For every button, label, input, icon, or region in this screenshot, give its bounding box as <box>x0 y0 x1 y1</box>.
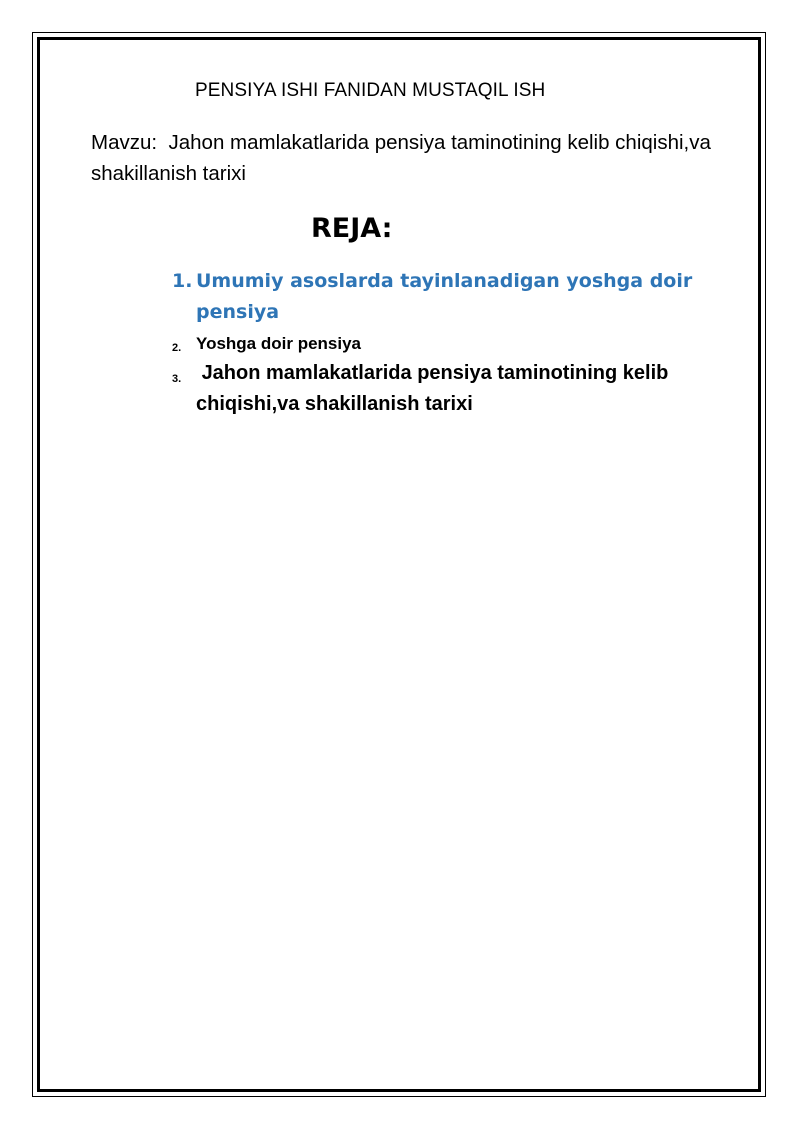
plan-item-1 <box>170 266 730 328</box>
plan-item-3 <box>170 358 730 420</box>
subject-text: Jahon mamlakatlarida pensiya taminotining kelib chiqishi,va shakillanish tarixi <box>91 131 711 185</box>
plan-item-2 <box>170 331 730 357</box>
document-title: PENSIYA ISHI FANIDAN MUSTAQIL ISH <box>195 80 546 101</box>
page-border-outer <box>32 32 766 1097</box>
plan-item-text: Umumiy asoslarda tayinlanadigan yoshga doir pensiya <box>196 270 693 323</box>
subject-paragraph <box>91 127 711 189</box>
plan-list <box>170 266 730 420</box>
plan-item-number: 1. <box>172 270 193 292</box>
plan-item-number: 2. <box>172 342 182 354</box>
plan-heading: REJA: <box>311 213 393 244</box>
subject-label: Mavzu: <box>91 131 158 154</box>
page-border-inner <box>37 37 761 1092</box>
plan-item-text: Jahon mamlakatlarida pensiya taminotining kelib chiqishi,va shakillanish tarixi <box>196 362 669 415</box>
plan-item-number: 3. <box>172 373 182 385</box>
plan-item-text: Yoshga doir pensiya <box>196 334 362 353</box>
